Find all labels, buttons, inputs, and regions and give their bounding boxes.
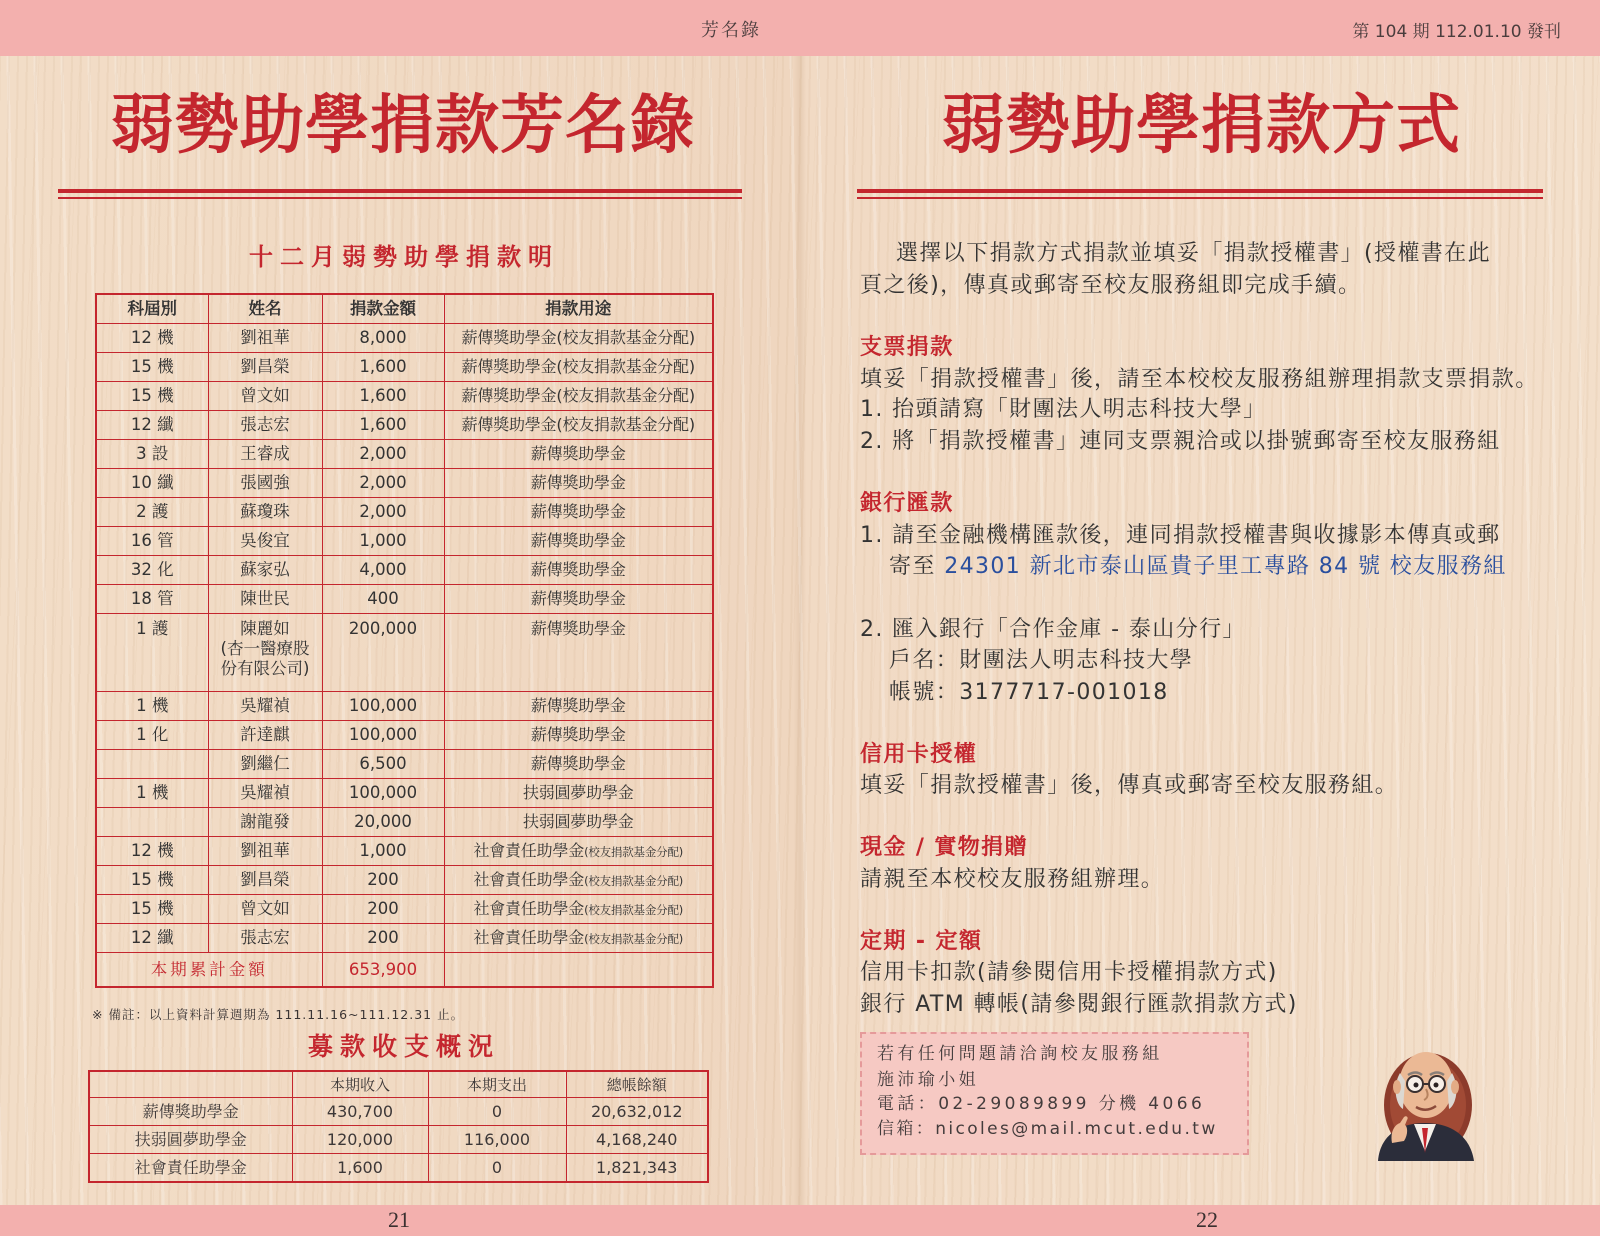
total-row	[96, 953, 713, 988]
eye-right	[1434, 1083, 1439, 1088]
footer-bar	[0, 1205, 1600, 1236]
header-row	[89, 1071, 708, 1098]
donor-name: 劉祖華	[240, 328, 290, 347]
donor-name: 張志宏	[240, 928, 290, 947]
donor-name: 王睿成	[240, 444, 290, 463]
account-number: 帳號：3177717-001018	[889, 680, 1169, 705]
name-cell	[208, 498, 322, 527]
amount-cell: 1,600	[322, 382, 444, 411]
donor-row	[96, 692, 713, 721]
fund-name-cell: 薪傳獎助學金	[89, 1098, 292, 1126]
summary-table-title: 募款收支概況	[307, 1032, 500, 1061]
purpose-cell	[444, 721, 713, 750]
ear-right	[1451, 1080, 1459, 1094]
page-number-right: 22	[1196, 1207, 1218, 1232]
name-cell	[208, 837, 322, 866]
donor-row	[96, 808, 713, 837]
total-blank	[444, 953, 713, 988]
donor-row	[96, 556, 713, 585]
right-page-title: 弱勢助學捐款方式	[941, 89, 1461, 163]
income-cell: 1,600	[292, 1154, 428, 1183]
donor-name: 張志宏	[240, 415, 290, 434]
issue-info: 第 104 期 112.01.10 發刊	[1352, 22, 1561, 42]
purpose-note: (校友捐款基金分配)	[584, 902, 684, 917]
donor-name: 劉昌榮	[240, 870, 290, 889]
dept-cell: 2 護	[96, 498, 208, 527]
purpose-note: (校友捐款基金分配)	[556, 415, 695, 434]
recurring-line: 銀行 ATM 轉帳(請參閱銀行匯款捐款方式)	[860, 992, 1298, 1017]
column-header: 姓名	[208, 294, 322, 324]
summary-row	[89, 1098, 708, 1126]
fund-name-cell: 社會責任助學金	[89, 1154, 292, 1183]
title-rule	[857, 189, 1543, 193]
donor-row	[96, 866, 713, 895]
caricature-illustration	[1372, 1039, 1478, 1161]
purpose-cell	[444, 382, 713, 411]
dept-cell: 1 化	[96, 721, 208, 750]
dept-cell: 32 化	[96, 556, 208, 585]
purpose-cell	[444, 527, 713, 556]
donor-name: 吳俊宜	[240, 531, 290, 550]
purpose-name: 薪傳獎助學金	[461, 386, 557, 405]
expense-cell: 0	[428, 1098, 566, 1126]
expense-cell: 0	[428, 1154, 566, 1183]
purpose-name: 扶弱圓夢助學金	[522, 783, 634, 802]
purpose-cell	[444, 779, 713, 808]
balance-cell: 1,821,343	[566, 1154, 708, 1183]
dept-cell: 16 管	[96, 527, 208, 556]
purpose-name: 社會責任助學金	[473, 898, 585, 918]
purpose-name: 薪傳獎助學金	[530, 560, 626, 579]
donor-name: 張國強	[240, 473, 290, 492]
contact-person: 施沛瑜小姐	[877, 1070, 979, 1090]
donor-name: 陳世民	[240, 589, 290, 608]
name-cell	[208, 614, 322, 692]
donor-row	[96, 721, 713, 750]
donor-row	[96, 837, 713, 866]
bank-heading: 銀行匯款	[860, 491, 954, 516]
section-label: 芳名錄	[701, 20, 761, 41]
purpose-cell	[444, 469, 713, 498]
amount-cell: 8,000	[322, 324, 444, 353]
donor-name: 曾文如	[240, 386, 290, 405]
name-cell	[208, 895, 322, 924]
donor-name: 蘇家弘	[240, 560, 290, 579]
name-cell	[208, 808, 322, 837]
cash-line: 請親至本校校友服務組辦理。	[860, 867, 1165, 892]
purpose-cell	[444, 808, 713, 837]
donor-row	[96, 585, 713, 614]
donor-name: 許達麒	[240, 725, 290, 744]
name-cell	[208, 779, 322, 808]
name-cell	[208, 866, 322, 895]
donor-name: 吳耀禎	[240, 783, 290, 802]
donor-row	[96, 324, 713, 353]
check-line: 1. 抬頭請寫「財團法人明志科技大學」	[860, 397, 1267, 422]
amount-cell: 1,000	[322, 837, 444, 866]
column-header: 本期收入	[292, 1071, 428, 1098]
dept-cell: 12 機	[96, 324, 208, 353]
purpose-name: 薪傳獎助學金	[530, 754, 626, 773]
bank-step1-line: 1. 請至金融機構匯款後，連同捐款授權書與收據影本傳真或郵	[860, 523, 1501, 548]
purpose-name: 薪傳獎助學金	[530, 444, 626, 463]
contact-phone: 電話：02-29089899 分機 4066	[877, 1094, 1206, 1114]
account-name: 戶名：財團法人明志科技大學	[889, 648, 1194, 673]
amount-cell: 1,600	[322, 411, 444, 440]
eye-left	[1414, 1083, 1419, 1088]
purpose-name: 薪傳獎助學金	[530, 589, 626, 608]
contact-email: 信箱：nicoles@mail.mcut.edu.tw	[877, 1119, 1218, 1139]
purpose-name: 薪傳獎助學金	[461, 357, 557, 376]
purpose-cell	[444, 498, 713, 527]
check-line: 填妥「捐款授權書」後，請至本校校友服務組辦理捐款支票捐款。	[860, 367, 1539, 392]
address-prefix: 寄至	[889, 554, 945, 579]
purpose-note: (校友捐款基金分配)	[584, 844, 684, 859]
expense-cell: 116,000	[428, 1126, 566, 1154]
credit-heading: 信用卡授權	[860, 742, 978, 767]
amount-cell: 100,000	[322, 721, 444, 750]
title-rule	[58, 189, 742, 193]
donor-row	[96, 527, 713, 556]
purpose-name: 薪傳獎助學金	[530, 696, 626, 715]
donor-row	[96, 895, 713, 924]
column-header: 總帳餘額	[566, 1071, 708, 1098]
donor-row	[96, 469, 713, 498]
donor-row	[96, 924, 713, 953]
name-cell	[208, 324, 322, 353]
summary-table	[88, 1070, 709, 1183]
dept-cell: 1 機	[96, 692, 208, 721]
donor-name: 陳麗如	[240, 619, 290, 638]
purpose-name: 薪傳獎助學金	[461, 328, 557, 347]
purpose-cell	[444, 324, 713, 353]
purpose-cell	[444, 411, 713, 440]
income-cell: 120,000	[292, 1126, 428, 1154]
donor-row	[96, 411, 713, 440]
donor-row	[96, 440, 713, 469]
purpose-name: 社會責任助學金	[473, 869, 585, 889]
recurring-heading: 定期 - 定額	[860, 929, 983, 954]
purpose-name: 薪傳獎助學金	[530, 619, 626, 638]
purpose-name: 薪傳獎助學金	[530, 531, 626, 550]
donor-name: 劉繼仁	[240, 754, 290, 773]
amount-cell: 100,000	[322, 779, 444, 808]
amount-cell: 1,000	[322, 527, 444, 556]
summary-row	[89, 1126, 708, 1154]
amount-cell: 6,500	[322, 750, 444, 779]
summary-row	[89, 1154, 708, 1183]
name-cell	[208, 692, 322, 721]
name-cell	[208, 750, 322, 779]
balance-cell: 4,168,240	[566, 1126, 708, 1154]
title-rule	[58, 197, 742, 199]
purpose-cell	[444, 440, 713, 469]
dept-cell	[96, 750, 208, 779]
donor-name: 劉昌榮	[240, 357, 290, 376]
fund-name-cell: 扶弱圓夢助學金	[89, 1126, 292, 1154]
purpose-note: (校友捐款基金分配)	[556, 328, 695, 347]
purpose-note: (校友捐款基金分配)	[584, 931, 684, 946]
amount-cell: 400	[322, 585, 444, 614]
donor-affiliation: (杏一醫療股	[220, 639, 310, 658]
purpose-name: 扶弱圓夢助學金	[522, 812, 634, 831]
title-rule	[857, 197, 1543, 199]
amount-cell: 1,600	[322, 353, 444, 382]
cash-heading: 現金 / 實物捐贈	[860, 835, 1028, 860]
amount-cell: 2,000	[322, 469, 444, 498]
intro-line: 頁之後)，傳真或郵寄至校友服務組即完成手續。	[860, 273, 1362, 298]
purpose-name: 薪傳獎助學金	[530, 725, 626, 744]
donation-table	[95, 293, 714, 988]
purpose-cell	[444, 866, 713, 895]
purpose-cell	[444, 692, 713, 721]
contact-box	[860, 1032, 1249, 1155]
donor-name: 蘇瓊珠	[240, 502, 290, 521]
summary-table-head	[89, 1071, 708, 1098]
summary-table-body	[89, 1098, 708, 1183]
name-cell	[208, 469, 322, 498]
blank-header	[89, 1071, 292, 1098]
name-cell	[208, 924, 322, 953]
purpose-cell	[444, 556, 713, 585]
name-cell	[208, 411, 322, 440]
dept-cell: 1 機	[96, 779, 208, 808]
check-line: 2. 將「捐款授權書」連同支票親洽或以掛號郵寄至校友服務組	[860, 429, 1501, 454]
donation-table-body	[96, 324, 713, 953]
donor-name: 謝龍發	[240, 812, 290, 831]
donor-row	[96, 614, 713, 692]
name-cell	[208, 556, 322, 585]
dept-cell: 15 機	[96, 382, 208, 411]
amount-cell: 2,000	[322, 498, 444, 527]
column-header: 捐款用途	[444, 294, 713, 324]
donation-table-title: 十二月弱勢助學捐款明	[249, 243, 559, 271]
amount-cell: 100,000	[322, 692, 444, 721]
amount-cell: 200	[322, 895, 444, 924]
name-cell	[208, 440, 322, 469]
dept-cell: 12 機	[96, 837, 208, 866]
dept-cell: 1 護	[96, 614, 208, 692]
purpose-name: 社會責任助學金	[473, 927, 585, 947]
total-label: 本期累計金額	[96, 953, 322, 988]
purpose-cell	[444, 750, 713, 779]
dept-cell: 12 纖	[96, 924, 208, 953]
purpose-cell	[444, 837, 713, 866]
column-header: 科屆別	[96, 294, 208, 324]
purpose-name: 薪傳獎助學金	[530, 502, 626, 521]
dept-cell: 15 機	[96, 353, 208, 382]
footnote: ※ 備註：以上資料計算週期為 111.11.16~111.12.31 止。	[92, 1007, 465, 1022]
intro-line: 選擇以下捐款方式捐款並填妥「捐款授權書」(授權書在此	[896, 241, 1491, 266]
contact-intro: 若有任何問題請洽詢校友服務組	[877, 1044, 1163, 1064]
mailing-address: 24301 新北市泰山區貴子里工專路 84 號 校友服務組	[944, 554, 1507, 579]
name-cell	[208, 585, 322, 614]
left-page-title: 弱勢助學捐款芳名錄	[110, 89, 695, 163]
purpose-note: (校友捐款基金分配)	[556, 357, 695, 376]
income-cell: 430,700	[292, 1098, 428, 1126]
purpose-note: (校友捐款基金分配)	[584, 873, 684, 888]
donor-name: 劉祖華	[240, 841, 290, 860]
check-heading: 支票捐款	[860, 335, 954, 360]
name-cell	[208, 527, 322, 556]
bank-step1-address-line	[889, 552, 1507, 582]
amount-cell: 2,000	[322, 440, 444, 469]
dept-cell: 15 機	[96, 895, 208, 924]
dept-cell: 12 纖	[96, 411, 208, 440]
donor-row	[96, 382, 713, 411]
dept-cell: 18 管	[96, 585, 208, 614]
donor-affiliation: 份有限公司)	[220, 659, 310, 678]
amount-cell: 4,000	[322, 556, 444, 585]
donor-row	[96, 353, 713, 382]
amount-cell: 200,000	[322, 614, 444, 692]
purpose-cell	[444, 895, 713, 924]
name-cell	[208, 382, 322, 411]
ear-left	[1393, 1080, 1401, 1094]
header-row	[96, 294, 713, 324]
dept-cell: 10 纖	[96, 469, 208, 498]
name-cell	[208, 353, 322, 382]
column-header: 本期支出	[428, 1071, 566, 1098]
donation-table-head	[96, 294, 713, 324]
name-cell	[208, 721, 322, 750]
dept-cell: 15 機	[96, 866, 208, 895]
dept-cell	[96, 808, 208, 837]
purpose-cell	[444, 585, 713, 614]
donor-row	[96, 498, 713, 527]
column-header: 捐款金額	[322, 294, 444, 324]
bank-step2-line: 2. 匯入銀行「合作金庫 - 泰山分行」	[860, 617, 1246, 642]
donor-name: 曾文如	[240, 899, 290, 918]
donation-table-foot	[96, 953, 713, 988]
recurring-line: 信用卡扣款(請參閱信用卡授權捐款方式)	[860, 960, 1278, 985]
donor-name: 吳耀禎	[240, 696, 290, 715]
dept-cell: 3 設	[96, 440, 208, 469]
purpose-name: 社會責任助學金	[473, 840, 585, 860]
total-amount: 653,900	[322, 953, 444, 988]
purpose-name: 薪傳獎助學金	[530, 473, 626, 492]
donor-row	[96, 779, 713, 808]
donor-row	[96, 750, 713, 779]
amount-cell: 20,000	[322, 808, 444, 837]
balance-cell: 20,632,012	[566, 1098, 708, 1126]
amount-cell: 200	[322, 866, 444, 895]
amount-cell: 200	[322, 924, 444, 953]
purpose-cell	[444, 924, 713, 953]
credit-line: 填妥「捐款授權書」後，傳真或郵寄至校友服務組。	[860, 773, 1399, 798]
header-bar	[0, 0, 1600, 56]
purpose-note: (校友捐款基金分配)	[556, 386, 695, 405]
purpose-cell	[444, 614, 713, 692]
page-number-left: 21	[388, 1207, 410, 1232]
purpose-cell	[444, 353, 713, 382]
purpose-name: 薪傳獎助學金	[461, 415, 557, 434]
